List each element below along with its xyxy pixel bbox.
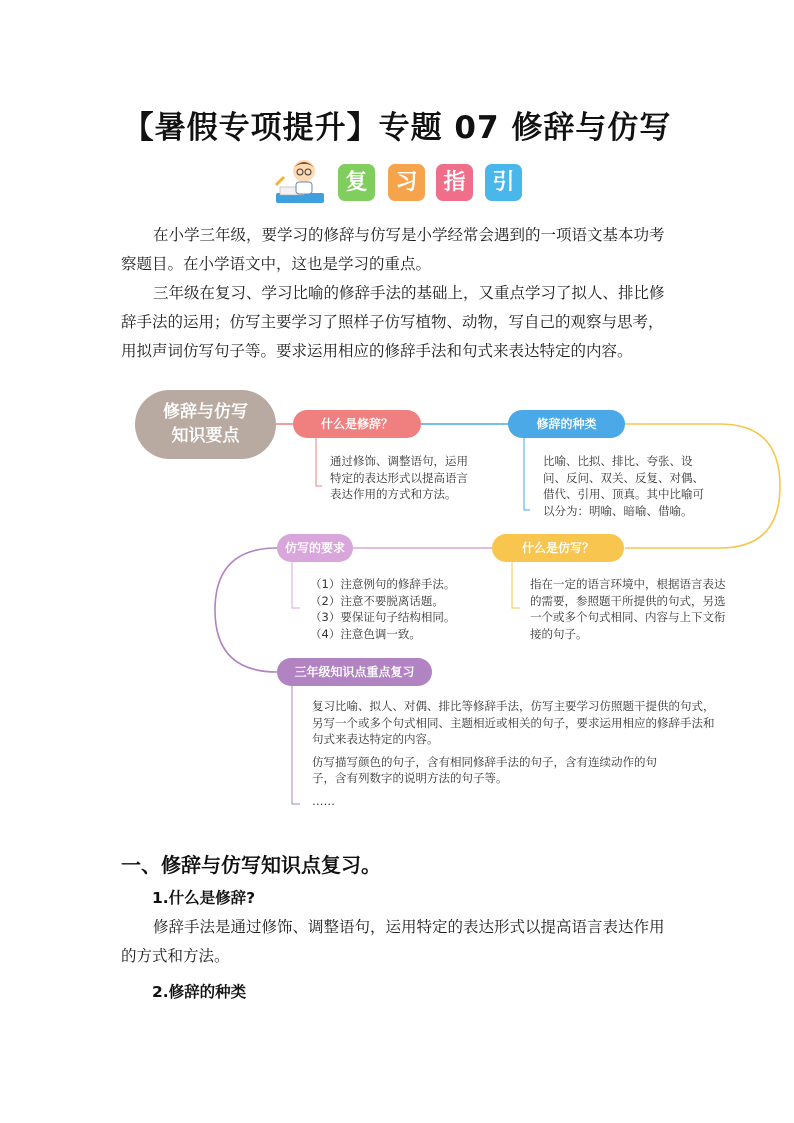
banner-char-2: 习 [388,164,425,201]
intro-line: 察题目。在小学语文中，这也是学习的重点。 [121,255,432,273]
node-what-is-imitation-detail [530,576,726,642]
banner-char-1: 复 [338,164,375,201]
intro-line: 在小学三年级，要学习的修辞与仿写是小学经常会遇到的一项语文基本功考 [153,226,665,244]
banner-char-3: 指 [436,164,473,201]
intro-line: 三年级在复习、学习比喻的修辞手法的基础上，又重点学习了拟人、排比修 [153,284,665,302]
page-title: 【暑假专项提升】专题 07 修辞与仿写 [122,110,672,146]
node-what-is-rhetoric-detail [330,453,468,503]
answer-line: 修辞手法是通过修饰、调整语句，运用特定的表达形式以提高语言表达作用 [153,918,665,936]
detail-line: 接的句子。 [530,626,588,641]
mindmap-root [135,390,276,459]
answer-what-is-rhetoric [121,913,691,971]
detail-line: 借代、引用、顶真。其中比喻可 [543,487,704,501]
detail-line: 指在一定的语言环境中，根据语言表达 [530,577,726,591]
detail-line: 一个或多个句式相同、内容与上下文衔 [530,610,726,624]
node-what-is-imitation: 什么是仿写？ [492,534,624,562]
node-what-is-rhetoric: 什么是修辞？ [293,410,421,438]
intro-line: 辞手法的运用；仿写主要学习了照样子仿写植物、动物，写自己的观察与思考， [121,313,664,331]
detail-line: 以分为：明喻、暗喻、借喻。 [543,503,693,518]
detail-line: 比喻、比拟、排比、夸张、设 [543,454,693,468]
detail-line: …… [312,793,335,808]
intro-text [121,221,691,366]
detail-line: 表达作用的方式和方法。 [330,487,457,501]
detail-line: 特定的表达形式以提高语言 [330,470,468,485]
node-grade3-review: 三年级知识点重点复习 [277,658,432,686]
detail-line: （3）要保证句子结构相同。 [310,610,456,624]
node-grade3-review-detail [312,698,715,809]
answer-line: 的方式和方法。 [121,947,230,965]
node-imitation-requirements: 仿写的要求 [277,534,353,562]
detail-line: 复习比喻、拟人、对偶、排比等修辞手法，仿写主要学习仿照题干提供的句式， [312,699,715,713]
subheading-what-is-rhetoric: 1.什么是修辞? [152,889,256,907]
mindmap [0,380,794,820]
student-reading-icon [272,155,328,207]
banner-char-4: 引 [485,164,522,201]
detail-line: 另写一个或多个句式相同、主题相近或相关的句子，要求运用相应的修辞手法和 [312,715,715,730]
detail-line: 仿写描写颜色的句子，含有相同修辞手法的句子，含有连续动作的句 [312,754,657,769]
detail-line: （2）注意不要脱离话题。 [310,593,444,608]
detail-line: 通过修饰、调整语句，运用 [330,454,468,468]
node-imitation-requirements-detail [310,576,455,642]
detail-line: 的需要，参照题干所提供的句式，另选 [530,593,726,608]
detail-line: （4）注意色调一致。 [310,626,421,641]
subheading-rhetoric-types: 2.修辞的种类 [152,983,247,1001]
section-heading: 一、修辞与仿写知识点复习。 [121,853,381,877]
mindmap-root-line: 修辞与仿写 [163,402,248,422]
detail-line: 句式来表达特定的内容。 [312,732,439,746]
intro-line: 用拟声词仿写句子等。要求运用相应的修辞手法和句式来表达特定的内容。 [121,342,633,360]
node-rhetoric-types: 修辞的种类 [508,410,625,438]
detail-line: （1）注意例句的修辞手法。 [310,577,456,591]
detail-line: 问、反问、双关、反复、对偶、 [543,470,704,485]
node-rhetoric-types-detail [543,453,704,519]
mindmap-root-line: 知识要点 [171,426,240,446]
detail-line: 子，含有列数字的说明方法的句子等。 [312,771,508,785]
